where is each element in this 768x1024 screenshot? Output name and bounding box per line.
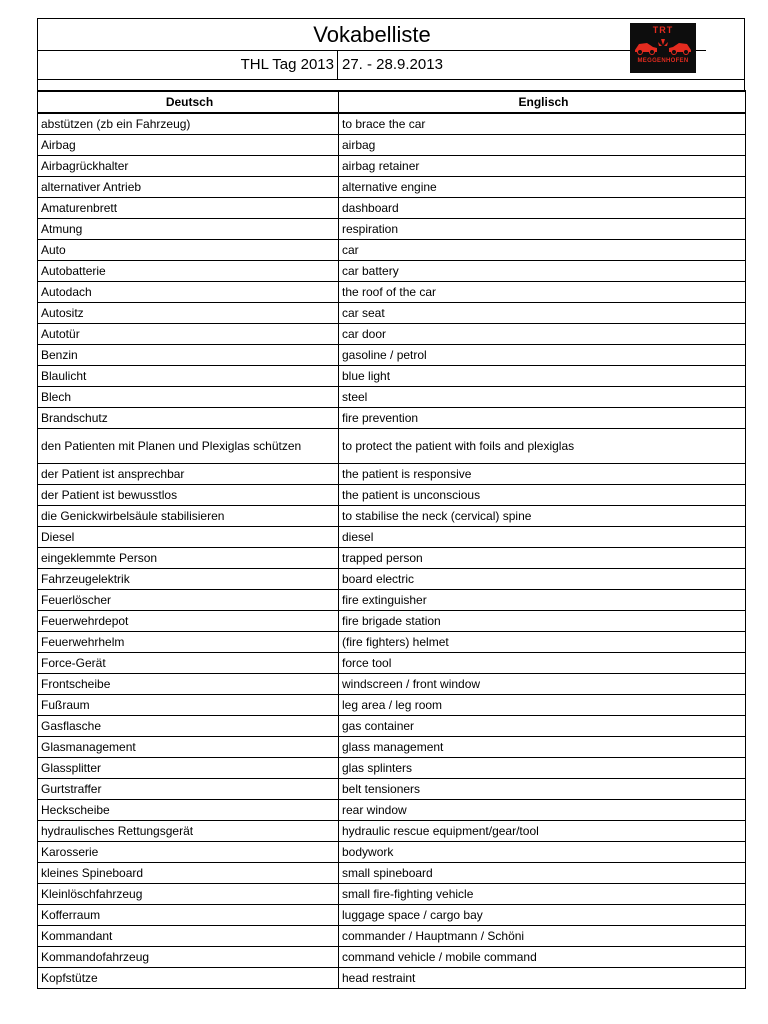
cell-englisch: luggage space / cargo bay [339,905,746,926]
logo-bottom-text: MEGGENHOFEN [637,58,689,64]
trt-logo [630,23,696,73]
cell-englisch: head restraint [339,968,746,989]
cell-englisch: glas splinters [339,758,746,779]
sheet-header [37,18,745,80]
table-row [38,198,746,219]
table-row [38,716,746,737]
cell-englisch: airbag retainer [339,156,746,177]
cell-deutsch: Kleinlöschfahrzeug [38,884,339,905]
table-body [38,113,746,989]
cell-englisch: blue light [339,366,746,387]
cell-englisch: hydraulic rescue equipment/gear/tool [339,821,746,842]
cell-englisch: car battery [339,261,746,282]
crashed-cars-icon [633,36,693,56]
event-name: THL Tag 2013 [38,50,338,79]
table-header-row [38,91,746,113]
table-row [38,947,746,968]
cell-deutsch: Feuerlöscher [38,590,339,611]
cell-englisch: alternative engine [339,177,746,198]
cell-deutsch: Karosserie [38,842,339,863]
cell-deutsch: der Patient ist ansprechbar [38,464,339,485]
cell-deutsch: Airbag [38,135,339,156]
cell-englisch: the patient is unconscious [339,485,746,506]
cell-deutsch: Autodach [38,282,339,303]
cell-englisch: gas container [339,716,746,737]
table-row [38,324,746,345]
cell-deutsch: Fahrzeugelektrik [38,569,339,590]
cell-deutsch: Auto [38,240,339,261]
cell-englisch: airbag [339,135,746,156]
cell-englisch: dashboard [339,198,746,219]
table-row [38,821,746,842]
table-row [38,569,746,590]
table-row [38,219,746,240]
vocabulary-table [37,90,746,989]
cell-englisch: (fire fighters) helmet [339,632,746,653]
cell-deutsch: abstützen (zb ein Fahrzeug) [38,113,339,135]
table-row [38,261,746,282]
table-row [38,113,746,135]
table-row [38,464,746,485]
cell-deutsch: kleines Spineboard [38,863,339,884]
cell-deutsch: die Genickwirbelsäule stabilisieren [38,506,339,527]
cell-deutsch: der Patient ist bewusstlos [38,485,339,506]
cell-englisch: to protect the patient with foils and plexiglas [339,429,746,464]
table-row [38,429,746,464]
cell-englisch: small fire-fighting vehicle [339,884,746,905]
cell-englisch: fire prevention [339,408,746,429]
table-row [38,968,746,989]
cell-englisch: windscreen / front window [339,674,746,695]
cell-englisch: commander / Hauptmann / Schöni [339,926,746,947]
table-row [38,653,746,674]
page-title: Vokabelliste [38,19,706,51]
cell-deutsch: Feuerwehrdepot [38,611,339,632]
cell-englisch: car [339,240,746,261]
cell-deutsch: Blech [38,387,339,408]
cell-englisch: steel [339,387,746,408]
cell-englisch: fire brigade station [339,611,746,632]
table-row [38,632,746,653]
header-spacer [37,80,745,90]
cell-englisch: bodywork [339,842,746,863]
cell-deutsch: Kommandant [38,926,339,947]
cell-englisch: respiration [339,219,746,240]
table-row [38,156,746,177]
cell-englisch: fire extinguisher [339,590,746,611]
cell-deutsch: Gurtstraffer [38,779,339,800]
cell-deutsch: hydraulisches Rettungsgerät [38,821,339,842]
cell-deutsch: Diesel [38,527,339,548]
table-row [38,758,746,779]
table-row [38,611,746,632]
cell-deutsch: Kopfstütze [38,968,339,989]
cell-englisch: board electric [339,569,746,590]
cell-deutsch: den Patienten mit Planen und Plexiglas schützen [38,429,339,464]
cell-deutsch: eingeklemmte Person [38,548,339,569]
cell-deutsch: Gasflasche [38,716,339,737]
table-row [38,674,746,695]
cell-deutsch: alternativer Antrieb [38,177,339,198]
cell-englisch: trapped person [339,548,746,569]
table-row [38,366,746,387]
cell-englisch: to stabilise the neck (cervical) spine [339,506,746,527]
table-row [38,240,746,261]
cell-deutsch: Airbagrückhalter [38,156,339,177]
cell-englisch: rear window [339,800,746,821]
table-row [38,590,746,611]
cell-deutsch: Kofferraum [38,905,339,926]
table-row [38,800,746,821]
table-row [38,527,746,548]
cell-deutsch: Brandschutz [38,408,339,429]
table-row [38,905,746,926]
table-row [38,884,746,905]
table-row [38,548,746,569]
table-row [38,135,746,156]
cell-deutsch: Glasmanagement [38,737,339,758]
table-row [38,387,746,408]
vocabulary-sheet [37,18,745,989]
column-header-englisch: Englisch [339,91,746,113]
table-row [38,863,746,884]
logo-top-text: TRT [652,25,674,35]
column-header-deutsch: Deutsch [38,91,339,113]
cell-englisch: car seat [339,303,746,324]
cell-deutsch: Autotür [38,324,339,345]
table-row [38,842,746,863]
cell-englisch: car door [339,324,746,345]
cell-englisch: belt tensioners [339,779,746,800]
cell-deutsch: Feuerwehrhelm [38,632,339,653]
table-row [38,506,746,527]
cell-englisch: gasoline / petrol [339,345,746,366]
cell-englisch: force tool [339,653,746,674]
cell-englisch: to brace the car [339,113,746,135]
cell-englisch: the roof of the car [339,282,746,303]
cell-deutsch: Atmung [38,219,339,240]
table-row [38,408,746,429]
cell-englisch: glass management [339,737,746,758]
table-row [38,485,746,506]
cell-deutsch: Frontscheibe [38,674,339,695]
cell-deutsch: Blaulicht [38,366,339,387]
cell-englisch: diesel [339,527,746,548]
cell-englisch: command vehicle / mobile command [339,947,746,968]
event-dates: 27. - 28.9.2013 [342,56,443,73]
cell-deutsch: Autobatterie [38,261,339,282]
table-row [38,737,746,758]
table-row [38,779,746,800]
table-row [38,282,746,303]
cell-deutsch: Fußraum [38,695,339,716]
cell-englisch: small spineboard [339,863,746,884]
cell-englisch: leg area / leg room [339,695,746,716]
table-row [38,695,746,716]
cell-deutsch: Glassplitter [38,758,339,779]
cell-englisch: the patient is responsive [339,464,746,485]
table-row [38,303,746,324]
table-row [38,345,746,366]
cell-deutsch: Kommandofahrzeug [38,947,339,968]
cell-deutsch: Force-Gerät [38,653,339,674]
cell-deutsch: Benzin [38,345,339,366]
cell-deutsch: Amaturenbrett [38,198,339,219]
cell-deutsch: Heckscheibe [38,800,339,821]
cell-deutsch: Autositz [38,303,339,324]
table-row [38,177,746,198]
table-row [38,926,746,947]
